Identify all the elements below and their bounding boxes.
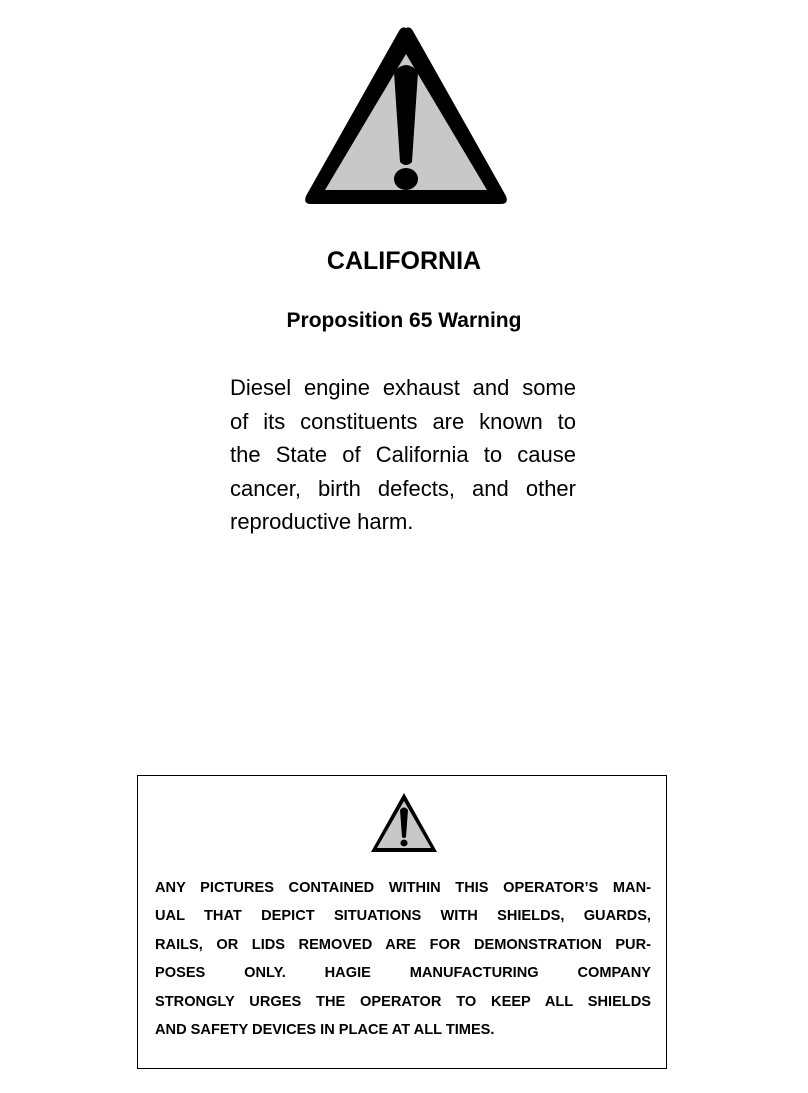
page-title: CALIFORNIA <box>326 247 482 275</box>
prop65-line: Diesel engine exhaust and some <box>230 375 576 400</box>
notice-line: UAL THAT DEPICT SITUATIONS WITH SHIELDS, GUARDS, <box>155 908 651 925</box>
notice-line: ANY PICTURES CONTAINED WITHIN THIS OPERATOR’S MAN- <box>155 880 651 896</box>
notice-line: POSES ONLY. HAGIE MANUFACTURING COMPANY <box>155 965 651 982</box>
notice-line: RAILS, OR LIDS REMOVED ARE FOR DEMONSTRATION PUR- <box>155 936 651 953</box>
prop65-warning-text <box>230 371 576 539</box>
prop65-line: reproductive harm. <box>230 509 414 534</box>
notice-line: AND SAFETY DEVICES IN PLACE AT ALL TIMES. <box>155 1022 495 1039</box>
safety-notice-text <box>155 874 651 1044</box>
prop65-line: the State of California to cause <box>230 442 576 467</box>
warning-triangle-icon <box>299 20 513 212</box>
prop65-line: of its constituents are known to <box>230 408 576 434</box>
safety-notice-box <box>137 775 667 1069</box>
prop65-line: cancer, birth defects, and other <box>230 475 576 501</box>
warning-subtitle: Proposition 65 Warning <box>286 309 522 332</box>
warning-triangle-icon <box>368 790 440 856</box>
notice-line: STRONGLY URGES THE OPERATOR TO KEEP ALL SHIELDS <box>155 993 651 1010</box>
